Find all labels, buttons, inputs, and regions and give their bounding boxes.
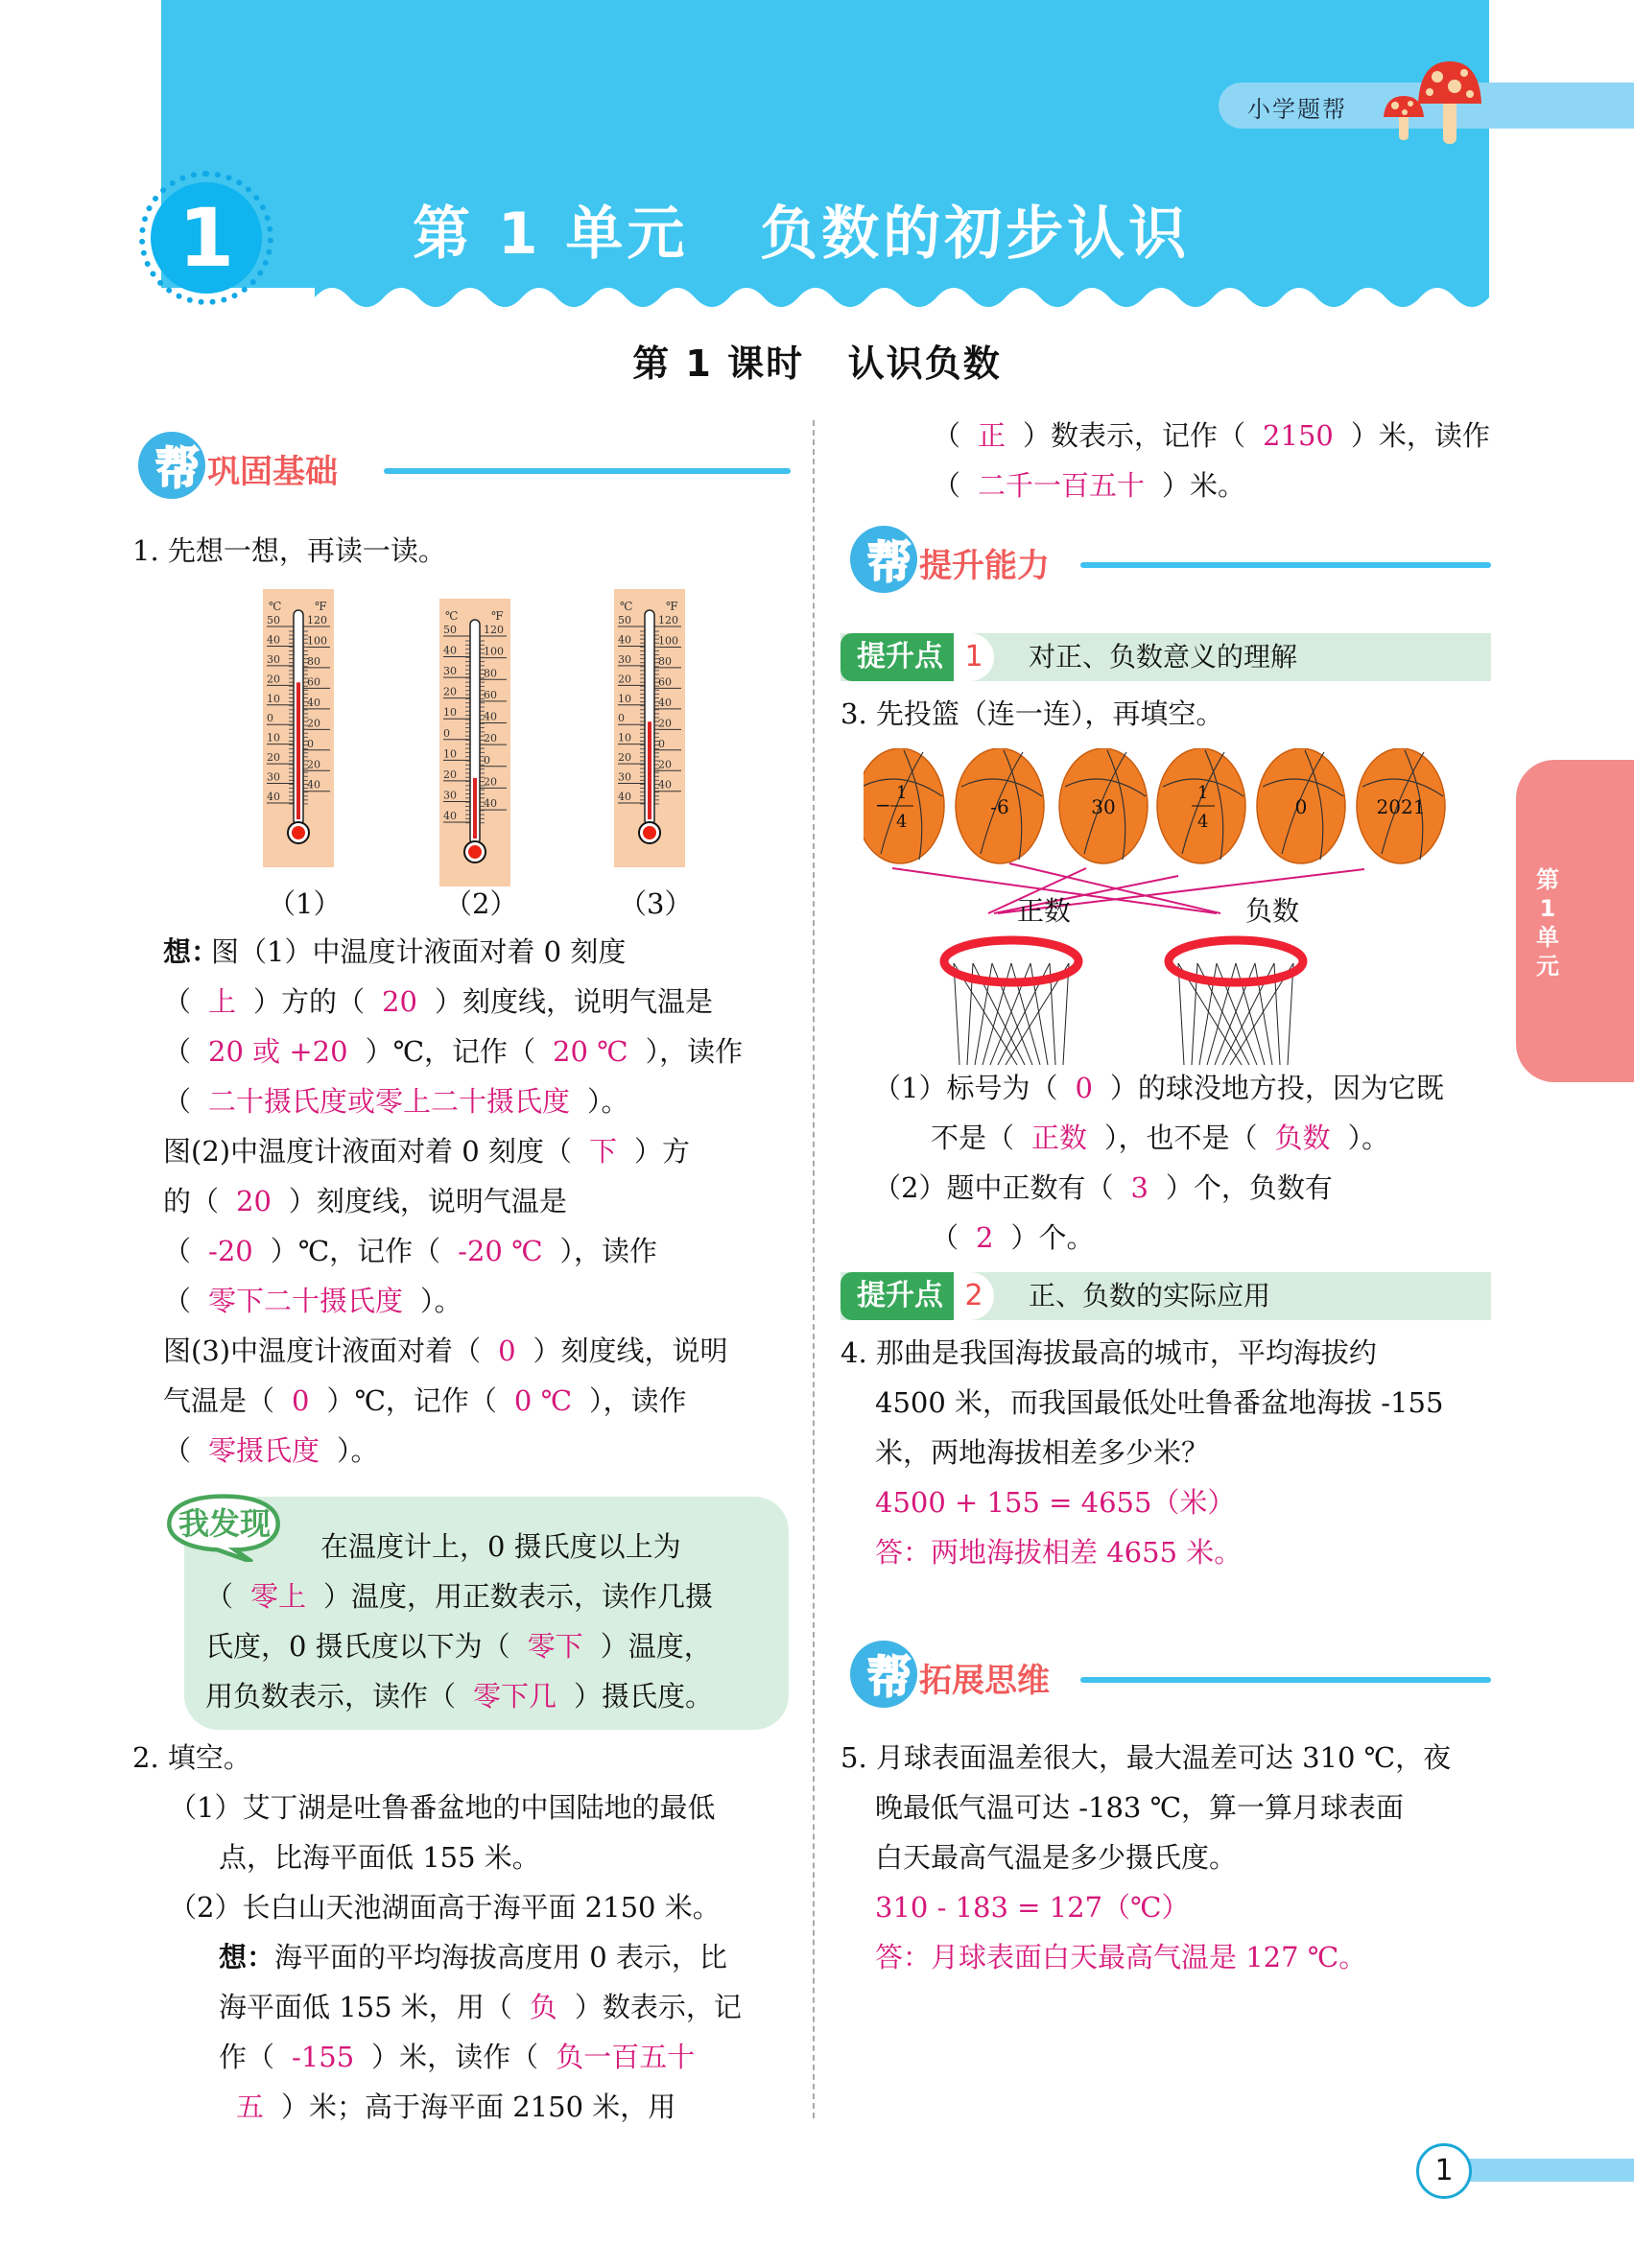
text-segment: （: [163, 1235, 192, 1267]
svg-text:4: 4: [1197, 812, 1209, 832]
text-line: [219, 1832, 540, 1882]
text-segment: ）℃，记作（: [365, 1035, 536, 1068]
text-segment: 图(2)中温度计液面对着 0 刻度（: [163, 1135, 572, 1168]
svg-text:0: 0: [443, 726, 450, 740]
basketball-hoop-icon: [1169, 940, 1303, 1065]
answer-blank: 零下: [527, 1630, 583, 1663]
lesson-title: 第 1 课时 认识负数: [632, 343, 1002, 385]
text-segment: （: [163, 1434, 192, 1467]
text-segment: （2）长白山天池湖面高于海平面 2150 米。: [169, 1891, 721, 1924]
text-segment: ）。: [420, 1285, 462, 1317]
answer-blank: 二十摄氏度或零上二十摄氏度: [208, 1085, 571, 1118]
q4-line: 4. 那曲是我国海拔最高的城市，平均海拔约: [841, 1336, 1377, 1369]
svg-text:20: 20: [484, 775, 497, 789]
section-header-basic: [138, 432, 791, 508]
text-segment: ）的球没地方投，因为它既: [1109, 1072, 1444, 1104]
text-segment: ）米，读作（: [371, 2041, 539, 2073]
svg-text:℉: ℉: [315, 600, 327, 613]
text-line: [163, 1326, 728, 1376]
text-segment: ），读作: [559, 1235, 658, 1267]
text-line: [933, 411, 1490, 461]
section-header-improve: [850, 526, 1491, 602]
answer-blank: 2: [976, 1221, 994, 1254]
svg-text:80: 80: [658, 654, 672, 668]
text-line: [873, 1063, 1444, 1113]
basketball: [1157, 748, 1245, 863]
q3-stem: 3. 先投篮（连一连），再填空。: [841, 697, 1224, 730]
svg-text:40: 40: [618, 791, 631, 803]
text-segment: 海平面低 155 米，用（: [219, 1991, 512, 2023]
svg-text:40: 40: [443, 644, 457, 657]
text-line: [163, 1027, 743, 1076]
text-line: [931, 1213, 1094, 1263]
text-segment: （: [933, 469, 961, 502]
text-segment: （: [163, 1085, 192, 1118]
text-segment: ）个。: [1010, 1221, 1095, 1254]
text-segment: （: [933, 419, 961, 452]
svg-text:40: 40: [307, 696, 320, 709]
svg-text:50: 50: [267, 614, 280, 626]
text-segment: （: [931, 1221, 959, 1254]
svg-text:40: 40: [267, 633, 280, 647]
svg-text:30: 30: [267, 652, 280, 666]
thermometer-caption: （1）: [268, 887, 342, 920]
text-line: [163, 1226, 657, 1276]
svg-text:0: 0: [307, 737, 314, 750]
svg-text:℉: ℉: [666, 600, 678, 613]
text-segment: 海平面的平均海拔高度用 0 表示，比: [274, 1941, 727, 1973]
svg-text:30: 30: [443, 789, 457, 802]
text-segment: ）米；高于海平面 2150 米，用: [281, 2091, 676, 2123]
answer-blank: 负数: [1274, 1122, 1331, 1154]
basketball-hoop-icon: [944, 940, 1078, 1065]
text-line: [205, 1621, 712, 1671]
svg-text:30: 30: [618, 652, 631, 666]
basketball: [956, 748, 1044, 863]
svg-text:10: 10: [618, 731, 631, 744]
text-segment: ），也不是（: [1104, 1122, 1258, 1154]
thermometer: [439, 599, 510, 886]
svg-text:40: 40: [307, 778, 320, 791]
svg-text:30: 30: [267, 770, 280, 784]
text-line: [163, 1276, 462, 1326]
svg-text:4: 4: [896, 812, 908, 832]
text-line: [205, 1571, 713, 1621]
point-banner-1: [841, 633, 1491, 681]
svg-text:20: 20: [443, 768, 457, 781]
answer-blank: -20: [208, 1235, 253, 1267]
svg-text:40: 40: [658, 696, 672, 709]
text-segment: 不是（: [931, 1122, 1015, 1154]
text-segment: ）℃，记作（: [326, 1384, 497, 1417]
svg-text:60: 60: [307, 675, 320, 689]
section-label: 拓展思维: [919, 1662, 1050, 1700]
text-segment: ）。: [337, 1434, 379, 1467]
text-segment: ）刻度线，说明气温是: [434, 985, 713, 1018]
svg-text:1: 1: [896, 783, 908, 803]
svg-text:40: 40: [658, 778, 672, 791]
svg-text:40: 40: [484, 710, 497, 723]
text-line: [169, 1783, 715, 1832]
q5-calculation: 310 - 183 = 127（℃）: [875, 1891, 1190, 1924]
q1-stem: 1. 先想一想，再读一读。: [132, 534, 446, 567]
text-segment: ）数表示，记: [574, 1991, 742, 2023]
answer-blank: 二千一百五十: [978, 469, 1146, 502]
text-segment: 氏度，0 摄氏度以下为（: [205, 1630, 510, 1663]
section-rule: [1080, 562, 1491, 568]
svg-text:20: 20: [658, 717, 672, 730]
text-segment: ），读作: [589, 1384, 687, 1417]
svg-text:100: 100: [484, 645, 504, 658]
point-title: 对正、负数意义的理解: [1029, 641, 1298, 673]
svg-text:40: 40: [443, 810, 457, 822]
svg-text:40: 40: [267, 791, 280, 803]
answer-blank: 3: [1130, 1171, 1149, 1204]
basketball: [1357, 748, 1445, 863]
svg-text:120: 120: [484, 624, 504, 636]
text-segment: ）温度，: [600, 1630, 712, 1663]
page-number-bar: [1458, 2159, 1634, 2182]
answer-blank: 负一百五十: [556, 2041, 696, 2073]
text-line: [169, 1882, 721, 1932]
text-segment: 用负数表示，读作（: [205, 1680, 457, 1713]
answer-blank: 正: [978, 419, 1006, 452]
svg-text:℃: ℃: [269, 600, 282, 613]
text-segment: ）℃，记作（: [270, 1235, 441, 1267]
basketball-diagram: [864, 748, 1487, 1065]
text-line: [163, 1176, 567, 1226]
answer-blank: 五: [236, 2091, 265, 2123]
svg-text:120: 120: [307, 614, 327, 626]
answer-blank: -155: [292, 2041, 355, 2073]
text-line: [219, 1982, 742, 2032]
svg-text:20: 20: [307, 717, 320, 730]
section-rule: [1080, 1677, 1491, 1683]
svg-text:120: 120: [658, 614, 678, 626]
svg-text:2021: 2021: [1376, 795, 1426, 818]
think-label: 想：: [163, 935, 220, 968]
thermometer-caption: （3）: [619, 887, 693, 920]
unit-number: 1: [151, 182, 262, 294]
brand-name: 小学题帮: [1247, 96, 1347, 123]
text-segment: 的（: [163, 1185, 220, 1217]
text-segment: （: [163, 1035, 192, 1068]
point-number: 2: [954, 1272, 994, 1320]
text-segment: ）。: [1347, 1122, 1390, 1154]
answer-blank: 0: [498, 1335, 516, 1367]
q5-answer: 答：月球表面白天最高气温是 127 ℃。: [875, 1941, 1367, 1973]
q5-line: 白天最高气温是多少摄氏度。: [875, 1841, 1238, 1874]
answer-blank: -20 ℃: [458, 1235, 543, 1267]
svg-text:50: 50: [618, 614, 631, 626]
text-segment: ）温度，用正数表示，读作几摄: [323, 1580, 714, 1613]
thermometer-caption: （2）: [444, 887, 518, 920]
svg-text:0: 0: [618, 712, 625, 725]
text-line: [211, 927, 626, 977]
thermometer: [263, 589, 334, 867]
text-segment: ）。: [587, 1085, 629, 1118]
text-segment: 作（: [219, 2041, 275, 2073]
svg-text:0: 0: [1294, 795, 1308, 818]
answer-blank: 0 ℃: [513, 1384, 573, 1417]
answer-blank: 零摄氏度: [208, 1434, 320, 1467]
text-segment: ）数表示，记作（: [1023, 419, 1246, 452]
point-tag: 提升点: [841, 633, 959, 681]
svg-text:20: 20: [618, 751, 631, 765]
svg-text:30: 30: [443, 665, 457, 678]
basketball: [1257, 748, 1345, 863]
text-segment: ）刻度线，说明: [533, 1335, 728, 1367]
answer-blank: 负: [529, 1991, 557, 2023]
q4-line: 4500 米，而我国最低处吐鲁番盆地海拔 -155: [875, 1386, 1444, 1419]
text-line: [163, 1076, 629, 1126]
section-header-extend: [850, 1641, 1491, 1717]
answer-blank: 零下二十摄氏度: [208, 1285, 404, 1317]
svg-text:0: 0: [658, 737, 665, 750]
section-label: 巩固基础: [207, 453, 338, 491]
answer-blank: 20 或 +20: [208, 1035, 348, 1068]
hoop-label-negative: 负数: [1245, 895, 1300, 927]
svg-text:60: 60: [484, 688, 497, 701]
text-line: [163, 977, 713, 1027]
answer-blank: 零下几: [473, 1680, 557, 1713]
text-segment: ）刻度线，说明气温是: [288, 1185, 567, 1217]
page-number: 1: [1416, 2143, 1472, 2199]
section-label: 提升能力: [919, 547, 1050, 585]
text-segment: ）个，负数有: [1165, 1171, 1333, 1204]
point-banner-2: [841, 1272, 1491, 1320]
answer-blank: 20: [236, 1185, 272, 1217]
section-bang: 帮: [867, 536, 912, 588]
svg-text:100: 100: [307, 634, 327, 648]
unit-side-tab: [1516, 760, 1634, 1082]
text-segment: （1）标号为（: [873, 1072, 1058, 1104]
svg-text:0: 0: [267, 712, 273, 725]
answer-blank: 正数: [1031, 1122, 1088, 1154]
svg-text:0: 0: [484, 753, 490, 767]
svg-text:40: 40: [618, 633, 631, 647]
svg-text:10: 10: [618, 692, 631, 705]
point-tag: 提升点: [841, 1272, 959, 1320]
text-segment: ），读作: [645, 1035, 744, 1068]
text-line: [219, 1932, 727, 1982]
column-divider: [813, 420, 815, 2118]
text-line: [163, 1426, 379, 1476]
svg-text:20: 20: [307, 758, 320, 771]
point-title: 正、负数的实际应用: [1029, 1280, 1271, 1311]
text-segment: ）摄氏度。: [574, 1680, 714, 1713]
thermometer: [614, 589, 685, 867]
text-segment: ）米。: [1162, 469, 1246, 502]
unit-number-badge: [139, 171, 273, 305]
text-line: [873, 1163, 1333, 1213]
q4-answer: 答：两地海拔相差 4655 米。: [875, 1536, 1243, 1569]
text-segment: （1）艾丁湖是吐鲁番盆地的中国陆地的最低: [169, 1791, 716, 1824]
svg-text:100: 100: [658, 634, 678, 648]
answer-blank: 零上: [250, 1580, 307, 1613]
think-label: 想：: [219, 1941, 275, 1973]
hoop-label-positive: 正数: [1017, 895, 1072, 927]
svg-text:10: 10: [267, 731, 280, 744]
unit-title: 第 1 单元 负数的初步认识: [413, 201, 1191, 268]
text-segment: 在温度计上，0 摄氏度以上为: [320, 1530, 681, 1563]
brand-badge: [1219, 83, 1634, 129]
text-segment: （: [205, 1580, 234, 1613]
text-line: [219, 2032, 712, 2082]
svg-text:℃: ℃: [620, 600, 633, 613]
side-tab-label: 第1单元: [1536, 866, 1559, 980]
svg-text:20: 20: [658, 758, 672, 771]
point-number: 1: [954, 633, 994, 681]
text-line: [320, 1522, 681, 1571]
basketball: [1059, 748, 1148, 863]
svg-text:30: 30: [618, 770, 631, 784]
basketball: [864, 748, 944, 863]
section-rule: [384, 468, 791, 474]
answer-blank: 0: [292, 1384, 310, 1417]
answer-blank: 0: [1075, 1072, 1093, 1104]
svg-text:−: −: [875, 793, 891, 816]
text-segment: （: [163, 1285, 192, 1317]
discover-title: 我发现: [178, 1505, 272, 1542]
answer-blank: 2150: [1263, 419, 1334, 452]
text-segment: （: [163, 985, 192, 1018]
q2-stem: 2. 填空。: [132, 1741, 251, 1774]
text-segment: ）方: [633, 1135, 690, 1168]
svg-text:20: 20: [484, 732, 497, 745]
section-bang: 帮: [155, 442, 200, 494]
svg-text:10: 10: [443, 706, 457, 720]
q4-line: 米，两地海拔相差多少米？: [875, 1436, 1210, 1469]
q5-line: 5. 月球表面温差很大，最大温差可达 310 ℃，夜: [841, 1741, 1452, 1774]
text-line: [205, 1671, 713, 1721]
text-line: [163, 1376, 687, 1426]
text-segment: 点，比海平面低 155 米。: [219, 1841, 540, 1874]
svg-text:-6: -6: [990, 795, 1009, 818]
text-line: [931, 1113, 1389, 1163]
svg-text:℉: ℉: [491, 609, 504, 623]
answer-blank: 上: [208, 985, 237, 1018]
text-segment: ）方的（: [253, 985, 366, 1018]
svg-text:℃: ℃: [445, 609, 459, 623]
section-bang: 帮: [867, 1651, 912, 1703]
svg-text:20: 20: [267, 673, 280, 686]
svg-text:10: 10: [267, 692, 280, 705]
svg-text:60: 60: [658, 675, 672, 689]
banner-wave-edge: [161, 278, 1489, 317]
q5-line: 晚最低气温可达 -183 ℃，算一算月球表面: [875, 1791, 1405, 1824]
answer-blank: 20 ℃: [553, 1035, 628, 1068]
svg-text:20: 20: [618, 673, 631, 686]
text-segment: 图(3)中温度计液面对着（: [163, 1335, 482, 1367]
text-segment: 气温是（: [163, 1384, 275, 1417]
answer-blank: 20: [382, 985, 417, 1018]
svg-text:30: 30: [1091, 795, 1116, 818]
q4-calculation: 4500 + 155 = 4655（米）: [875, 1486, 1236, 1519]
text-segment: （2）题中正数有（: [873, 1171, 1114, 1204]
svg-text:80: 80: [307, 654, 320, 668]
svg-text:40: 40: [484, 797, 497, 811]
svg-text:80: 80: [484, 667, 497, 680]
answer-blank: 下: [588, 1135, 617, 1168]
large-mushroom-icon: [1416, 59, 1483, 146]
text-line: [219, 2082, 675, 2132]
svg-text:20: 20: [267, 751, 280, 765]
svg-text:1: 1: [1197, 783, 1209, 803]
svg-text:20: 20: [443, 685, 457, 698]
text-segment: 图（1）中温度计液面对着 0 刻度: [211, 935, 627, 968]
svg-text:50: 50: [443, 624, 457, 636]
text-line: [163, 1126, 690, 1176]
text-line: [933, 461, 1245, 510]
text-segment: ）米，读作: [1350, 419, 1490, 452]
svg-text:10: 10: [443, 747, 457, 761]
